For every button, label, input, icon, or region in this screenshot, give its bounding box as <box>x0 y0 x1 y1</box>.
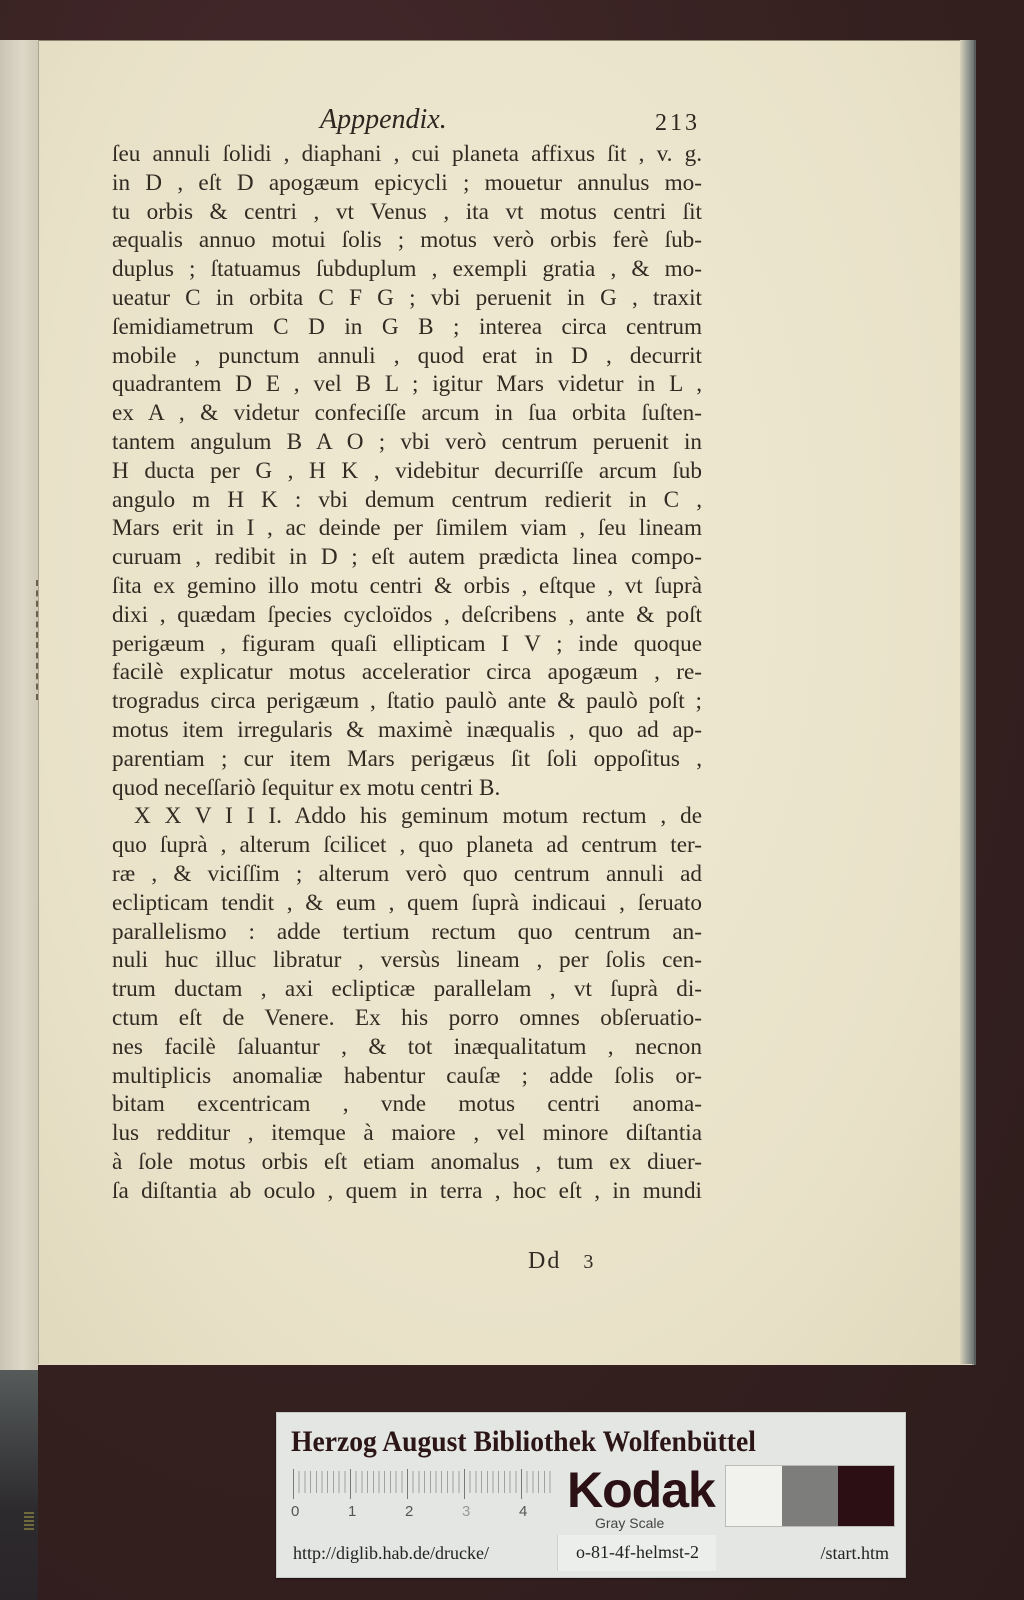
kodak-logo: Kodak <box>567 1462 715 1518</box>
text-line: quo ſuprà , alterum ſcilicet , quo planeta ad centrum ter- <box>112 832 702 859</box>
text-line: in D , eſt D apogæum epicycli ; mouetur annulus mo- <box>112 169 702 196</box>
text-line: ſemidiametrum C D in G B ; interea circa centrum <box>112 313 702 340</box>
swatch-black <box>838 1466 894 1526</box>
text-line: H ducta per G , H K , videbitur decurriſſe arcum ſub <box>112 457 702 484</box>
text-line: bitam excentricam , vnde motus centri anoma- <box>112 1091 702 1118</box>
institution-name: Herzog August Bibliothek Wolfenbüttel <box>291 1425 756 1458</box>
text-line: nuli huc illuc libratur , versùs lineam , per ſolis cen- <box>112 947 702 974</box>
signature-letters: Dd <box>528 1248 562 1274</box>
text-line: motus item irregularis & maximè inæqualis , quo ad ap- <box>112 716 702 743</box>
text-line: ſita ex gemino illo motu centri & orbis , eſtque , vt ſuprà <box>112 572 702 599</box>
text-line: ex A , & videtur confeciſſe arcum in ſua orbita ſuſten- <box>112 400 702 427</box>
ruler-major-tick <box>464 1469 465 1499</box>
text-line: ſa diſtantia ab oculo , quem in terra , hoc eſt , in mundi <box>112 1177 702 1204</box>
swatch-white <box>726 1466 782 1526</box>
section-start-line: X X V I I I. Addo his geminum motum rectum , de <box>134 803 702 830</box>
ruler-label: 2 <box>405 1503 414 1520</box>
text-line: duplus ; ſtatuamus ſubduplum , exempli gratia , & mo- <box>112 256 702 283</box>
text-line: multiplicis anomaliæ habentur cauſæ ; adde ſolis or- <box>112 1062 702 1089</box>
ruler-major-tick <box>407 1469 408 1499</box>
ruler-labels <box>291 1503 551 1523</box>
text-line: angulo m H K : vbi demum centrum redierit in C , <box>112 486 702 513</box>
shelfmark: o-81-4f-helmst-2 <box>576 1542 699 1562</box>
text-line: trogradus circa perigæum , ſtatio paulò ante & paulò poſt ; <box>112 688 702 715</box>
signature-mark <box>528 1248 595 1275</box>
url-suffix: /start.htm <box>820 1543 889 1563</box>
ruler-major-tick <box>521 1469 522 1499</box>
text-line: dixi , quædam ſpecies cycloïdos , deſcribens , ante & poſt <box>112 601 702 628</box>
ruler-label: 3 <box>462 1503 471 1520</box>
ruler-label: 0 <box>291 1503 300 1520</box>
ruler-minor-ticks <box>293 1471 551 1493</box>
page-number: 213 <box>655 110 700 136</box>
gray-scale-caption: Gray Scale <box>595 1515 665 1531</box>
text-line: tantem angulum B A O ; vbi verò centrum peruenit in <box>112 428 702 455</box>
gutter-line <box>38 40 39 1364</box>
text-line: eclipticam tendit , & eum , quem ſuprà indicaui , ſeruato <box>112 889 702 916</box>
body-text <box>112 140 702 1205</box>
text-line: quod neceſſariò ſequitur ex motu centri B. <box>112 774 501 801</box>
text-line: lus redditur , itemque à maiore , vel minore diſtantia <box>112 1120 702 1147</box>
text-line: ræ , & viciſſim ; alterum verò quo centrum annuli ad <box>112 860 702 887</box>
text-line: perigæum , figuram quaſi ellipticam I V ; inde quoque <box>112 630 702 657</box>
running-head <box>100 104 700 144</box>
spine-gilt-mark <box>24 1512 34 1530</box>
page-fore-edge <box>960 40 974 1364</box>
text-line: nes facilè ſaluantur , & tot inæqualitatum , necnon <box>112 1033 702 1060</box>
text-line: mobile , punctum annuli , quod erat in D , decurrit <box>112 342 702 369</box>
shelfmark-label <box>557 1535 716 1571</box>
text-line: ueatur C in orbita C F G ; vbi peruenit in G , traxit <box>112 284 702 311</box>
text-line: à ſole motus orbis eſt etiam anomalus , tum ex diuer- <box>112 1148 702 1175</box>
ruler-scale <box>293 1469 551 1499</box>
text-line: ſeu annuli ſolidi , diaphani , cui planeta affixus ſit , v. g. <box>112 141 702 167</box>
previous-page-edge <box>0 40 38 1370</box>
library-color-card <box>276 1412 906 1578</box>
ruler-label: 4 <box>519 1503 528 1520</box>
text-line: æqualis annuo motui ſolis ; motus verò orbis ferè ſub- <box>112 227 702 254</box>
text-line: quadrantem D E , vel B L ; igitur Mars videtur in L , <box>112 371 702 398</box>
signature-number: 3 <box>583 1251 596 1273</box>
text-line: parallelismo : adde tertium rectum quo centrum an- <box>112 918 702 945</box>
swatch-gray <box>782 1466 838 1526</box>
margin-marks <box>36 580 44 700</box>
ruler-major-tick <box>350 1469 351 1499</box>
text-line: curuam , redibit in D ; eſt autem prædicta linea compo- <box>112 544 702 571</box>
book-spine-edge <box>0 1370 38 1600</box>
text-line: ctum eſt de Venere. Ex his porro omnes obſeruatio- <box>112 1004 702 1031</box>
text-line: trum ductam , axi eclipticæ parallelam , vt ſuprà di- <box>112 976 702 1003</box>
gray-scale-swatches <box>725 1465 895 1527</box>
ruler-label: 1 <box>348 1503 357 1520</box>
text-line: facilè explicatur motus acceleratior circa apogæum , re- <box>112 659 702 686</box>
running-head-title: Apppendix. <box>320 104 447 135</box>
text-line: tu orbis & centri , vt Venus , ita vt motus centri ſit <box>112 198 702 225</box>
text-line: parentiam ; cur item Mars perigæus ſit ſoli oppoſitus , <box>112 745 702 772</box>
url-prefix: http://diglib.hab.de/drucke/ <box>293 1543 489 1563</box>
ruler-major-tick <box>293 1469 294 1499</box>
text-line: Mars erit in I , ac deinde per ſimilem viam , ſeu lineam <box>112 515 702 542</box>
